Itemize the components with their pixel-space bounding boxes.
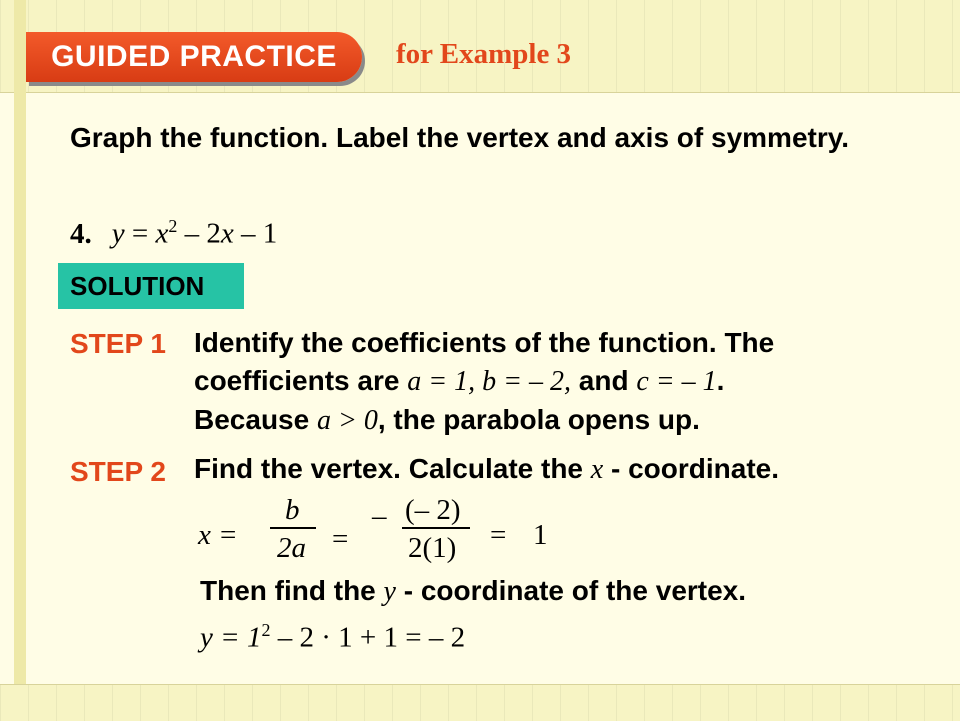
fraction2-denominator: 2(1) [408, 532, 457, 564]
step1-label: STEP 1 [70, 328, 166, 359]
then-find-text: Then find the y - coordinate of the vertex. [200, 575, 747, 607]
left-margin-rule [14, 0, 26, 720]
problem-statement: 4. $y = x^2 - 2x - 1$ [70, 216, 278, 250]
negative-sign: – [372, 500, 387, 532]
footer-band [0, 684, 960, 721]
fraction2-bar [402, 527, 470, 529]
equals-2: = [332, 523, 349, 555]
x-coordinate-result: 1 [533, 519, 548, 551]
step1-text: Identify the coefficients of the function. The coefficients are a = 1, b = – 2, and c = – 1. Because a > 0, the parabola opens up. [194, 327, 775, 436]
solution-label: SOLUTION [58, 263, 244, 309]
example-reference: for Example 3 [396, 38, 572, 70]
step2-label: STEP 2 [70, 456, 166, 487]
equals-3: = [490, 519, 507, 551]
fraction1-numerator: b [285, 494, 300, 526]
step2-text: Find the vertex. Calculate the x - coordinate. [194, 453, 780, 485]
fraction2-numerator: (– 2) [405, 494, 461, 526]
instruction-text: Graph the function. Label the vertex and axis of symmetry. [70, 122, 850, 153]
problem-number: 4. [70, 217, 92, 250]
y-coordinate-equation: $y = 1^2 - 2 \cdot 1 + 1$ = – 2 [200, 620, 466, 654]
fraction1-bar [270, 527, 316, 529]
fraction1-denominator: 2a [277, 532, 306, 564]
x-lhs: x = [198, 519, 238, 551]
guided-practice-badge: GUIDED PRACTICE [26, 32, 362, 82]
